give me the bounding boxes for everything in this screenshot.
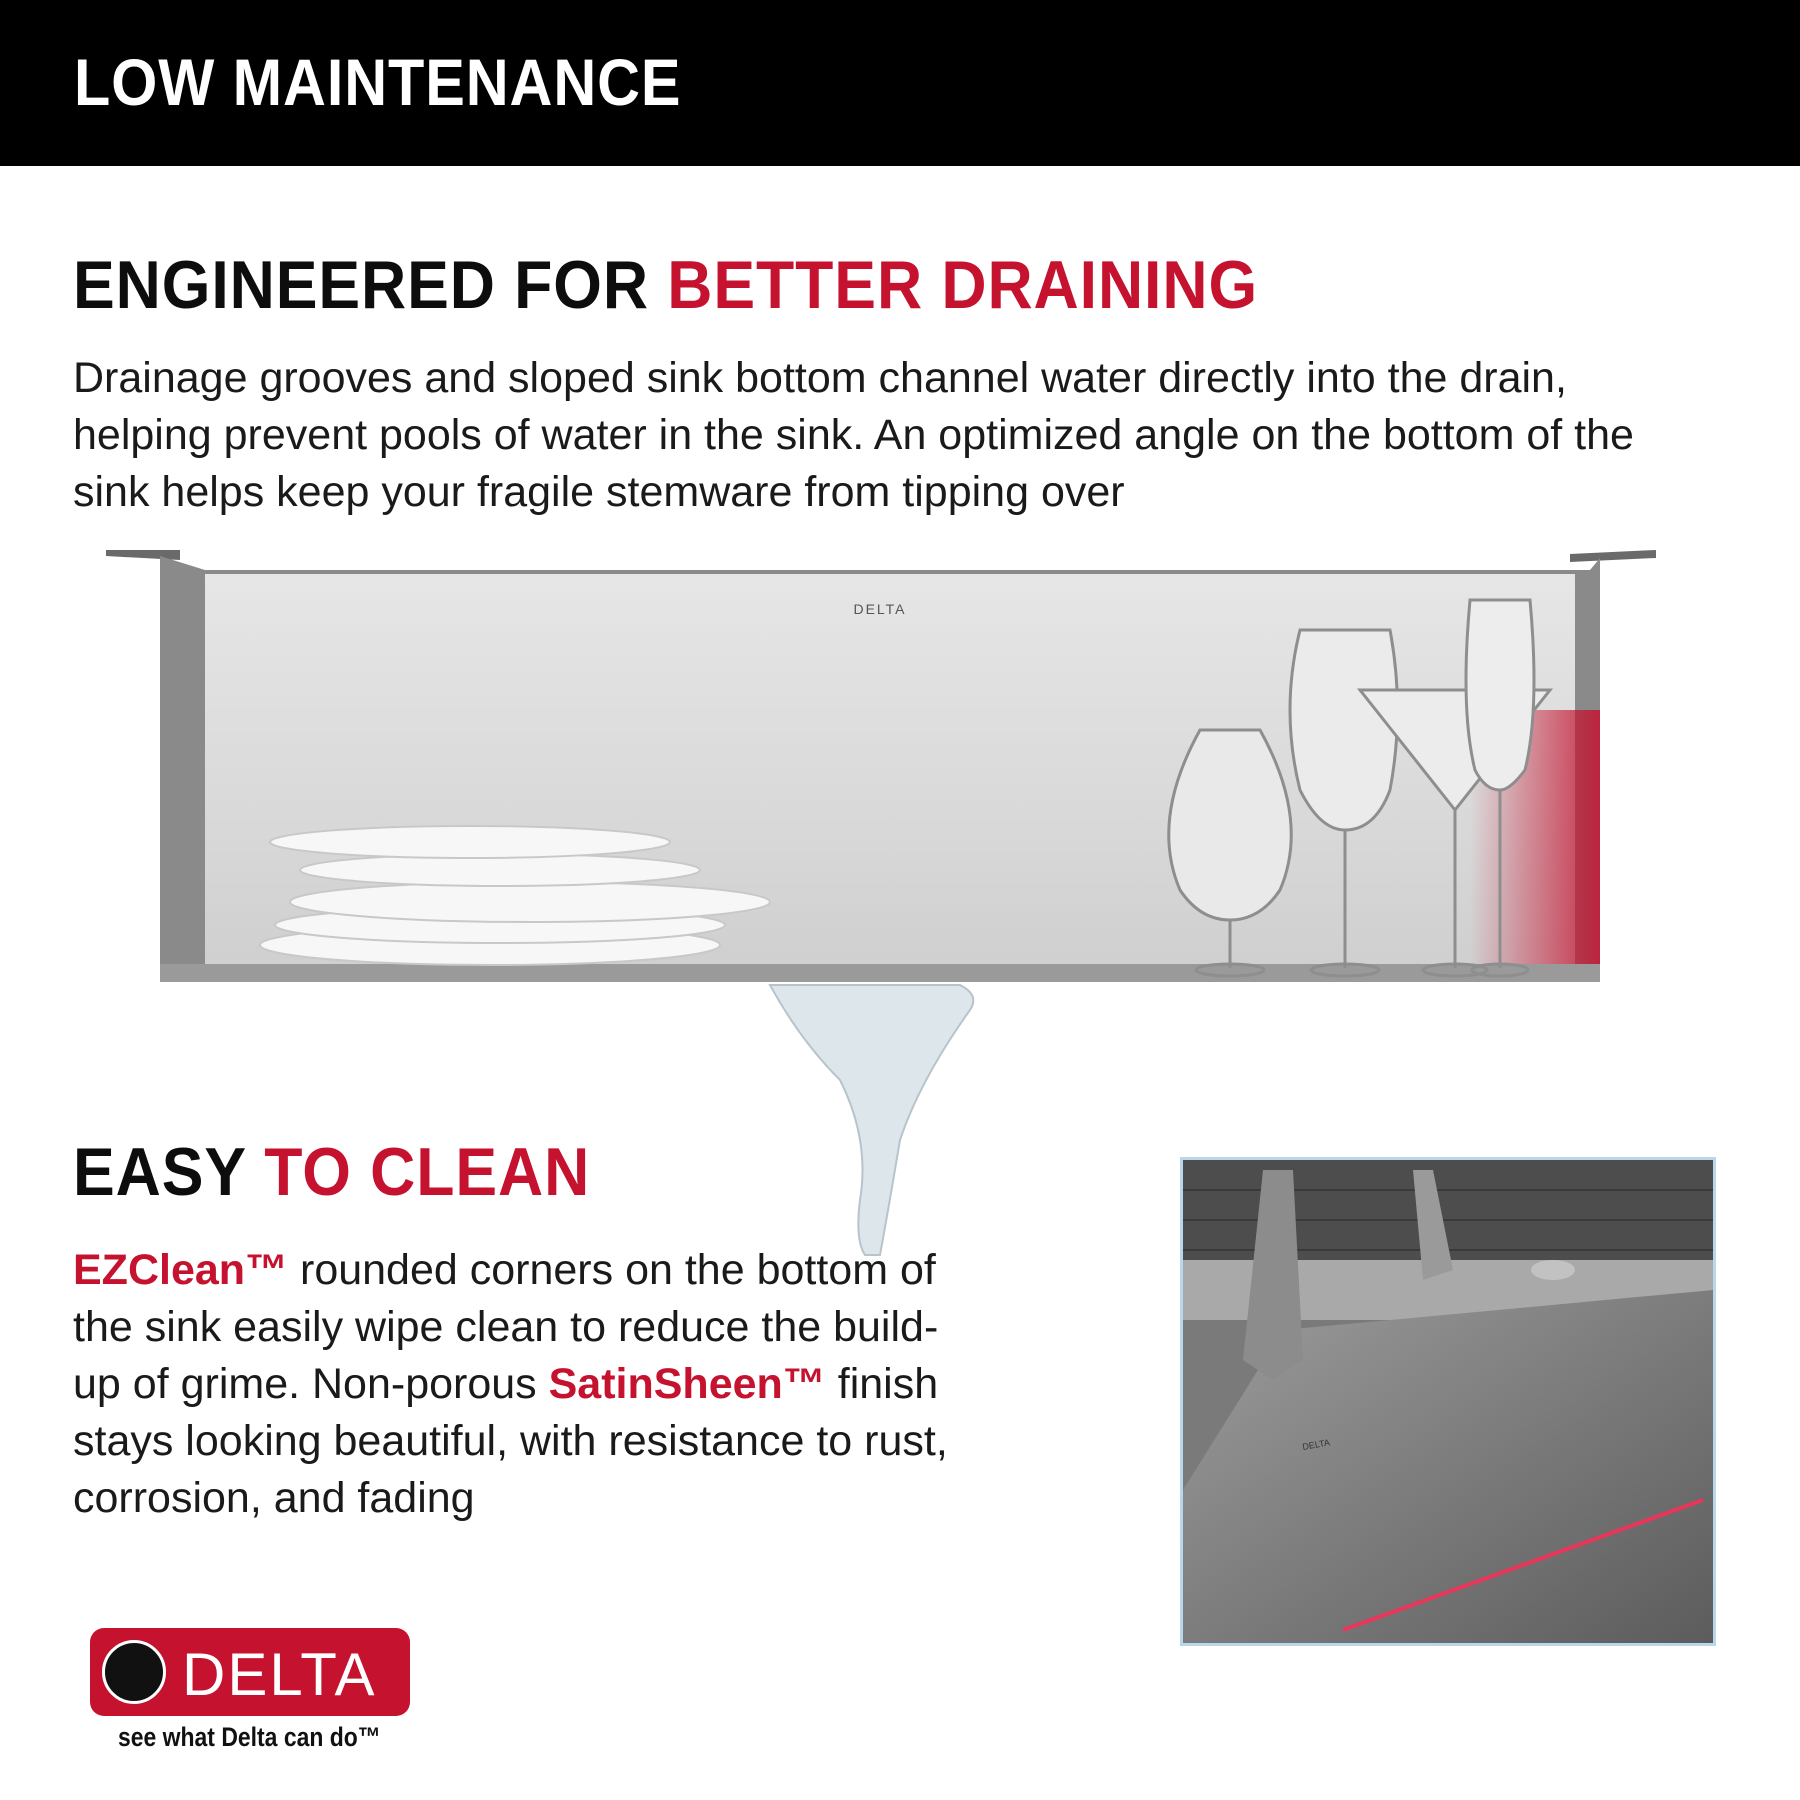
draining-heading [73,246,1258,324]
delta-triangle-icon [102,1640,166,1704]
sink-rim-left [106,550,180,560]
clean-text-2: finish stays looking beautiful, with resistance to rust, corrosion, and fading [73,1360,948,1522]
logo-tagline: see what Delta can do™ [118,1722,381,1752]
draining-description: Drainage grooves and sloped sink bottom channel water directly into the drain, helping prevent pools of water in the sink. An optimized angle on the bottom of the sink helps keep your fragile stemware from tipping over [73,354,1634,516]
photo-brand-mark: DELTA [1301,1437,1331,1452]
clean-heading [73,1133,590,1211]
drain-button [1531,1260,1575,1280]
sink-photo [1180,1157,1716,1646]
sink-bottom [160,964,1600,982]
top-banner [0,0,1800,166]
delta-logo [90,1628,410,1716]
clean-heading-red: TO CLEAN [264,1134,591,1210]
sink-rim-right [1570,550,1656,562]
clean-description [73,1242,973,1527]
satinsheen-brand: SatinSheen™ [548,1360,826,1408]
water-stream [770,985,973,1255]
ezclean-brand: EZClean™ [73,1246,289,1294]
draining-heading-red: BETTER DRAINING [667,247,1259,323]
banner-title: LOW MAINTENANCE [74,45,682,119]
clean-heading-black: EASY [73,1134,265,1210]
logo-wordmark: DELTA [182,1641,377,1708]
sink-brand-mark: DELTA [853,601,907,617]
draining-heading-black: ENGINEERED FOR [73,247,668,323]
clean-text-1: rounded corners on the bottom of the sink easily wipe clean to reduce the build-up of grime. Non-porous [73,1246,939,1408]
